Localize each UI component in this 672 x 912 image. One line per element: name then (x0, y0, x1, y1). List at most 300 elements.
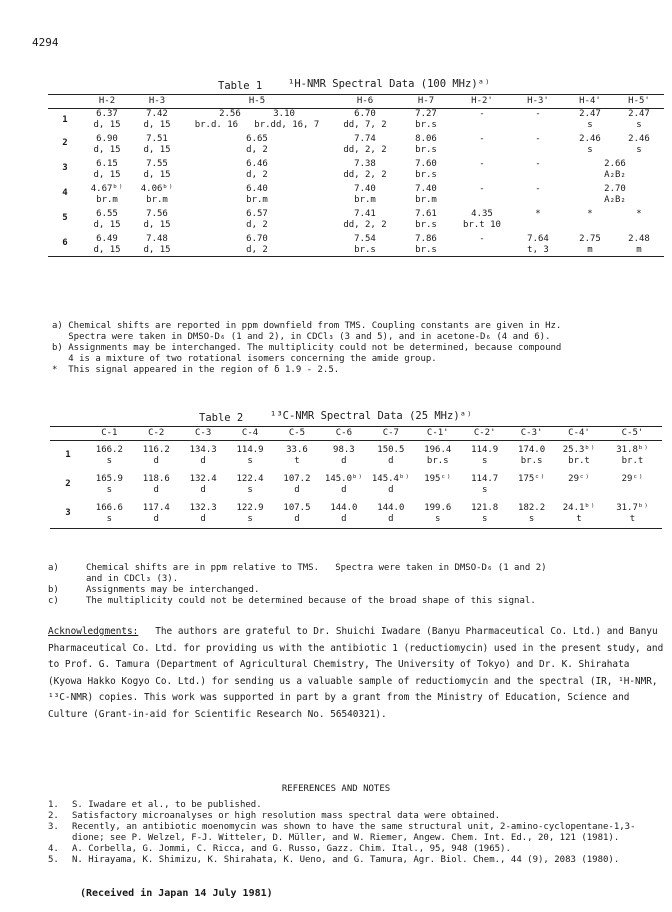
table2-cell (320, 470, 367, 499)
table2-note-key: a) (48, 563, 59, 573)
table1-row (48, 131, 664, 156)
table1-cell (132, 181, 182, 206)
cell-multiplicity: s (106, 514, 113, 524)
cell-shift: 7.41 (354, 209, 376, 219)
table1 (48, 94, 664, 257)
references-list (48, 800, 648, 866)
compound-number: 4 (62, 188, 68, 198)
table2-cell (86, 470, 133, 499)
cell-multiplicity: t (294, 456, 300, 466)
cell-shift: 7.27 (415, 109, 437, 119)
cell-shift: 122.4 (236, 474, 264, 484)
table1-header-cell (48, 95, 82, 109)
table1-cell (398, 181, 454, 206)
table2-cell (461, 470, 508, 499)
cell-multiplicity: d (341, 456, 347, 466)
cell-multiplicity: br.s (354, 245, 376, 255)
cell-shift: 2.46 (579, 134, 601, 144)
cell-multiplicity: br.m (146, 195, 168, 205)
cell-shift: 122.9 (236, 503, 264, 513)
table1-note: b) Assignments may be interchanged. The multiplicity could not be determined, because compound (52, 343, 562, 353)
table2-note-key: c) (48, 596, 59, 606)
table1-cell (332, 131, 398, 156)
cell-shift: 31.8ᵇ⁾ (616, 445, 649, 455)
table2-cell (320, 499, 367, 529)
cell-shift: 134.3 (189, 445, 217, 455)
table1-cell (332, 109, 398, 132)
cell-shift: 166.2 (95, 445, 123, 455)
cell-shift: 6.40 (246, 184, 268, 194)
reference-text: N. Hirayama, K. Shimizu, K. Shirahata, K. Ueno, and G. Tamura, Agr. Biol. Chem., 44 (9), 2083 (1980). (72, 855, 620, 865)
table1-cell (82, 156, 132, 181)
table2-header-cell: C-1' (414, 427, 461, 441)
cell-multiplicity: d, 15 (93, 245, 121, 255)
cell-shift: 116.2 (142, 445, 170, 455)
cell-multiplicity (510, 220, 566, 231)
table1-cell (132, 206, 182, 231)
cell-shift: 144.0 (330, 503, 358, 513)
cell-multiplicity: s (247, 485, 253, 495)
cell-multiplicity (510, 170, 566, 181)
cell-multiplicity: br.s (415, 145, 437, 155)
table1-note: * This signal appeared in the region of δ 1.9 - 2.5. (52, 365, 340, 375)
cell-shift: 6.70 (246, 234, 268, 244)
table1-notes (52, 299, 561, 387)
cell-multiplicity: d, 15 (93, 170, 121, 180)
cell-shift: * (587, 209, 593, 219)
reference-number: 3. (48, 822, 59, 832)
compound-number: 2 (62, 138, 68, 148)
acknowledgments-text: The authors are grateful to Dr. Shuichi Iwadare (Banyu Pharmaceutical Co. Ltd.) and Banyu Pharmaceutical Co. Ltd. for providing us with the antibiotic 1 (reductiomycin) used in the present study, and to Prof. G. Tamura (Department of Agricultural Chemistry, The University of Tokyo) and Dr. K. Shirahata (Kyowa Hakko Kogyo Co. Ltd.) for sending us a valuable sample of reductiomycin and the spectral (IR, ¹H-NMR, ¹³C-NMR) copies. This work was supported in part by a grant from the Ministry of Education, Science and Culture (Grant-in-aid for Scientific Research No. 56540321). (48, 626, 664, 720)
table2-title: ¹³C-NMR Spectral Data (25 MHz)ᵃ⁾ (270, 410, 473, 422)
cell-shift: 29ᶜ⁾ (568, 474, 590, 484)
table2-cell (227, 499, 274, 529)
cell-shift: 25.3ᵇ⁾ (562, 445, 596, 455)
table2-cell (603, 499, 662, 529)
cell-multiplicity: d (388, 485, 394, 495)
cell-shift: 4.35 (471, 209, 493, 219)
table2-cell (180, 441, 227, 471)
table2-header-cell: C-4' (555, 427, 603, 441)
table1-cell (332, 181, 398, 206)
table2-note-text: Assignments may be interchanged. (86, 585, 260, 595)
table2-note-text: The multiplicity could not be determined because of the broad shape of this signal. (86, 596, 536, 606)
cell-multiplicity: d, 15 (93, 120, 121, 130)
table1-cell (454, 206, 510, 231)
cell-multiplicity: d, 15 (93, 145, 121, 155)
cell-multiplicity (555, 485, 603, 496)
table1-cell (510, 156, 566, 181)
cell-multiplicity: br.s (520, 456, 543, 466)
cell-multiplicity: d (341, 514, 347, 524)
cell-multiplicity (603, 485, 662, 496)
table1-cell (566, 109, 614, 132)
cell-shift: - (479, 159, 485, 169)
cell-multiplicity (454, 195, 510, 206)
table1-note: 4 is a mixture of two rotational isomers concerning the amide group. (52, 354, 437, 364)
cell-shift: 199.6 (424, 503, 452, 513)
table1-row (48, 206, 664, 231)
cell-shift: 2.48 (628, 234, 650, 244)
reference-text: Recently, an antibiotic moenomycin was shown to have the same structural unit, 2-amino-cyclopentane-1,3-dione; see P. Welzel, F-J. Witteler, D. Müller, and W. Riemer, Angew. Chem. Int. Ed., 20, 121 (1981). (72, 822, 636, 843)
table1-cell (510, 131, 566, 156)
table1-cell (182, 131, 332, 156)
table2-header-cell: C-3 (180, 427, 227, 441)
table1-cell (614, 231, 664, 257)
reference-item (48, 811, 648, 822)
cell-multiplicity: m (636, 245, 642, 255)
cell-shift: 2.47 (579, 109, 601, 119)
cell-multiplicity: d, 15 (143, 170, 171, 180)
cell-shift: 2.66 (604, 159, 626, 169)
received-date: (Received in Japan 14 July 1981) (80, 888, 273, 899)
cell-multiplicity: s (587, 145, 593, 155)
table2-cell (414, 441, 461, 471)
cell-multiplicity (454, 145, 510, 156)
cell-shift: 7.74 (354, 134, 376, 144)
table2-note (48, 596, 664, 607)
cell-multiplicity: d, 2 (246, 245, 268, 255)
cell-shift: - (479, 234, 485, 244)
cell-shift: 4.67ᵇ⁾ (90, 184, 124, 194)
cell-shift: 145.0ᵇ⁾ (324, 474, 363, 484)
table1-cell (398, 131, 454, 156)
cell-multiplicity: d, 15 (93, 220, 121, 230)
table1-header-cell: H-3' (510, 95, 566, 109)
table2-header-cell: C-1 (86, 427, 133, 441)
cell-multiplicity: s (247, 514, 253, 524)
cell-shift: 196.4 (424, 445, 452, 455)
table2-cell (227, 470, 274, 499)
table1-cell (454, 131, 510, 156)
table1-header-cell: H-2 (82, 95, 132, 109)
cell-multiplicity: t (629, 514, 636, 524)
table2-row (50, 470, 662, 499)
cell-multiplicity: s (247, 456, 253, 466)
cell-multiplicity: m (587, 245, 593, 255)
cell-shift: 6.55 (96, 209, 118, 219)
cell-multiplicity: dd, 2, 2 (343, 220, 387, 230)
cell-multiplicity: br.m (246, 195, 268, 205)
table1-cell (182, 109, 332, 132)
table1-cell (82, 109, 132, 132)
table1-header-cell: H-2' (454, 95, 510, 109)
compound-number: 6 (48, 231, 82, 257)
table1-cell (566, 206, 614, 231)
cell-shift: 121.8 (471, 503, 499, 513)
cell-shift: 150.5 (377, 445, 405, 455)
table1-cell (398, 206, 454, 231)
cell-multiplicity: br.s (415, 220, 437, 230)
cell-multiplicity: d, 2 (246, 220, 268, 230)
table1-cell (82, 181, 132, 206)
table1-cell (132, 131, 182, 156)
cell-shift: 8.06 (415, 134, 437, 144)
cell-shift: 6.90 (96, 134, 118, 144)
table1-cell (454, 156, 510, 181)
reference-number: 5. (48, 855, 59, 865)
table2-cell (508, 499, 555, 529)
table1-cell (454, 181, 510, 206)
references-heading: REFERENCES AND NOTES (281, 784, 391, 794)
table1-label: Table 1 (218, 80, 263, 92)
table1-cell (510, 231, 566, 257)
table2 (50, 426, 662, 529)
page-number: 4294 (32, 36, 59, 49)
cell-shift: 132.3 (189, 503, 217, 513)
table1-row (48, 181, 664, 206)
reference-text: S. Iwadare et al., to be published. (72, 800, 262, 810)
acknowledgments-heading: Acknowledgments: (48, 626, 139, 637)
cell-shift: 2.70 (604, 184, 626, 194)
cell-multiplicity: d (388, 456, 394, 466)
table1-cell (82, 231, 132, 257)
cell-shift: 7.64 (527, 234, 549, 244)
cell-multiplicity: br.d. 16 br.dd, 16, 7 (194, 120, 320, 130)
cell-multiplicity: dd, 2, 2 (343, 145, 387, 155)
cell-shift: 107.5 (283, 503, 311, 513)
table1-cell (332, 156, 398, 181)
table2-cell (367, 441, 414, 471)
cell-multiplicity: s (636, 145, 642, 155)
cell-multiplicity: br.s (415, 245, 437, 255)
table1-cell (454, 109, 510, 132)
cell-shift: 29ᶜ⁾ (621, 474, 644, 484)
table2-cell (603, 470, 662, 499)
cell-multiplicity: d (153, 485, 159, 495)
table1-header-row (48, 95, 664, 109)
table1-cell (132, 156, 182, 181)
cell-shift: 114.9 (471, 445, 499, 455)
cell-multiplicity (508, 485, 555, 496)
table2-header-cell: C-5' (603, 427, 662, 441)
table2-cell (555, 441, 603, 471)
cell-multiplicity: br.m (415, 195, 437, 205)
table1-cell (566, 181, 664, 206)
cell-shift: 7.51 (146, 134, 168, 144)
cell-shift: 6.70 (354, 109, 376, 119)
cell-multiplicity: dd, 7, 2 (343, 120, 387, 130)
table1-header-cell: H-6 (332, 95, 398, 109)
table2-header-cell: C-2' (461, 427, 508, 441)
table1-cell (132, 231, 182, 257)
cell-shift: 118.6 (142, 474, 170, 484)
table2-cell (274, 470, 321, 499)
table2-label: Table 2 (199, 412, 244, 424)
table2-header-cell: C-7 (367, 427, 414, 441)
cell-shift: 174.0 (518, 445, 546, 455)
cell-multiplicity: br.t (568, 456, 590, 466)
reference-item (48, 822, 648, 844)
table1-row (48, 231, 664, 257)
cell-multiplicity: d (200, 456, 206, 466)
cell-shift: - (479, 134, 485, 144)
cell-multiplicity: s (528, 514, 535, 524)
table1-header-cell: H-7 (398, 95, 454, 109)
cell-multiplicity: A₂B₂ (604, 170, 626, 180)
cell-shift: 7.40 (354, 184, 376, 194)
cell-multiplicity: br.m (96, 195, 118, 205)
cell-multiplicity: d (294, 514, 300, 524)
cell-shift: 175ᶜ⁾ (518, 474, 546, 484)
cell-shift: 114.9 (236, 445, 264, 455)
cell-shift: 7.56 (146, 209, 168, 219)
compound-number: 1 (62, 114, 68, 125)
table2-notes (48, 541, 664, 618)
table1-header-cell: H-4' (566, 95, 614, 109)
cell-shift: 6.37 (96, 109, 118, 119)
compound-number: 5 (62, 213, 68, 223)
cell-shift: 31.7ᵇ⁾ (616, 503, 649, 513)
cell-shift: 7.55 (146, 159, 168, 169)
cell-shift: 2.46 (628, 134, 650, 144)
cell-shift: - (535, 184, 541, 194)
compound-number: 3 (50, 499, 86, 529)
table2-cell (133, 499, 180, 529)
cell-multiplicity: dd, 2, 2 (343, 170, 387, 180)
cell-shift: - (479, 184, 485, 194)
table1-note: Spectra were taken in DMSO-D₆ (1 and 2), in CDCl₃ (3 and 5), and in acetone-D₆ (4 and 6). (52, 332, 551, 342)
reference-item (48, 844, 648, 855)
table2-header-row (50, 427, 662, 441)
cell-multiplicity: d (388, 514, 394, 524)
reference-item (48, 800, 648, 811)
cell-multiplicity: s (481, 514, 488, 524)
table1-cell (566, 156, 664, 181)
cell-shift: 7.60 (415, 159, 437, 169)
table2-cell (603, 441, 662, 471)
cell-multiplicity (454, 170, 510, 181)
table1-cell (182, 231, 332, 257)
cell-multiplicity (414, 485, 461, 496)
cell-multiplicity (510, 145, 566, 156)
table1-cell (182, 206, 332, 231)
table1-cell (82, 206, 132, 231)
table2-header-cell: C-3' (508, 427, 555, 441)
cell-shift: 107.2 (283, 474, 311, 484)
cell-multiplicity (566, 220, 614, 231)
table2-cell (274, 499, 321, 529)
reference-item (48, 855, 648, 866)
cell-shift: - (535, 109, 541, 119)
compound-number: 3 (62, 163, 68, 173)
cell-multiplicity: br.s (415, 120, 437, 130)
table1-cell (182, 181, 332, 206)
cell-multiplicity: s (481, 485, 488, 495)
table2-cell (414, 470, 461, 499)
table1-cell (398, 231, 454, 257)
table2-cell (555, 470, 603, 499)
table2-header-cell: C-4 (227, 427, 274, 441)
table1-cell (614, 131, 664, 156)
table1-cell (398, 109, 454, 132)
cell-multiplicity: br.s (426, 456, 449, 466)
cell-multiplicity: s (481, 456, 488, 466)
table1-cell (510, 206, 566, 231)
table1-title: ¹H-NMR Spectral Data (100 MHz)ᵃ⁾ (288, 78, 491, 90)
table1-cell (332, 231, 398, 257)
cell-shift: 7.38 (354, 159, 376, 169)
cell-shift: 144.0 (377, 503, 405, 513)
cell-shift: 195ᶜ⁾ (424, 474, 452, 484)
table2-cell (508, 441, 555, 471)
cell-multiplicity: d, 2 (246, 170, 268, 180)
table1-cell (332, 206, 398, 231)
table2-cell (133, 470, 180, 499)
cell-multiplicity: br.m (354, 195, 376, 205)
table1-header-cell: H-3 (132, 95, 182, 109)
cell-multiplicity: t (576, 514, 582, 524)
cell-shift: 2.47 (628, 109, 650, 119)
cell-multiplicity: br.s (415, 170, 437, 180)
table2-note-key (48, 574, 86, 585)
cell-multiplicity: s (106, 485, 113, 495)
cell-multiplicity: d, 15 (143, 220, 171, 230)
table2-cell (461, 441, 508, 471)
cell-shift: 132.4 (189, 474, 217, 484)
cell-multiplicity: br.t (621, 456, 644, 466)
cell-shift: 2.56 3.10 (219, 109, 295, 119)
table2-header-cell: C-6 (320, 427, 367, 441)
table1-cell (614, 109, 664, 132)
table1-header-cell: H-5 (182, 95, 332, 109)
table1-cell (566, 231, 614, 257)
cell-multiplicity (510, 120, 566, 131)
table2-note-text: Chemical shifts are in ppm relative to TMS. Spectra were taken in DMSO-D₆ (1 and 2) (86, 563, 547, 573)
table1-cell (614, 206, 664, 231)
table1-cell (182, 156, 332, 181)
table1-cell (510, 181, 566, 206)
cell-shift: - (479, 109, 485, 119)
table2-row (50, 441, 662, 471)
table2-cell (367, 499, 414, 529)
cell-multiplicity: t, 3 (527, 245, 549, 255)
cell-multiplicity (510, 195, 566, 206)
reference-number: 4. (48, 844, 59, 854)
table2-cell (414, 499, 461, 529)
table1-row (48, 109, 664, 132)
cell-shift: 6.57 (246, 209, 268, 219)
table2-cell (555, 499, 603, 529)
cell-multiplicity: s (435, 514, 441, 524)
cell-shift: 98.3 (333, 445, 355, 455)
cell-multiplicity: d (153, 456, 159, 466)
cell-multiplicity: d, 15 (143, 245, 171, 255)
reference-text: A. Corbella, G. Jommi, C. Ricca, and G. Russo, Gazz. Chim. Ital., 95, 948 (1965). (72, 844, 511, 854)
cell-shift: * (636, 209, 642, 219)
cell-shift: 166.6 (95, 503, 123, 513)
cell-shift: 182.2 (518, 503, 546, 513)
cell-shift: 7.40 (415, 184, 437, 194)
cell-shift: 33.6 (286, 445, 308, 455)
cell-multiplicity: d (200, 485, 206, 495)
cell-shift: * (535, 209, 541, 219)
cell-multiplicity: d, 15 (143, 145, 171, 155)
compound-number: 2 (65, 479, 71, 489)
cell-shift: 7.86 (415, 234, 437, 244)
cell-shift: 2.75 (579, 234, 601, 244)
table1-cell (454, 231, 510, 257)
cell-multiplicity: s (636, 120, 642, 130)
table2-note (48, 574, 664, 585)
cell-multiplicity: A₂B₂ (604, 195, 626, 205)
table1-row (48, 156, 664, 181)
table2-cell (86, 499, 133, 529)
cell-multiplicity (454, 120, 510, 131)
cell-multiplicity: s (106, 456, 113, 466)
table2-header-cell (50, 427, 86, 441)
table2-header-cell: C-5 (274, 427, 321, 441)
